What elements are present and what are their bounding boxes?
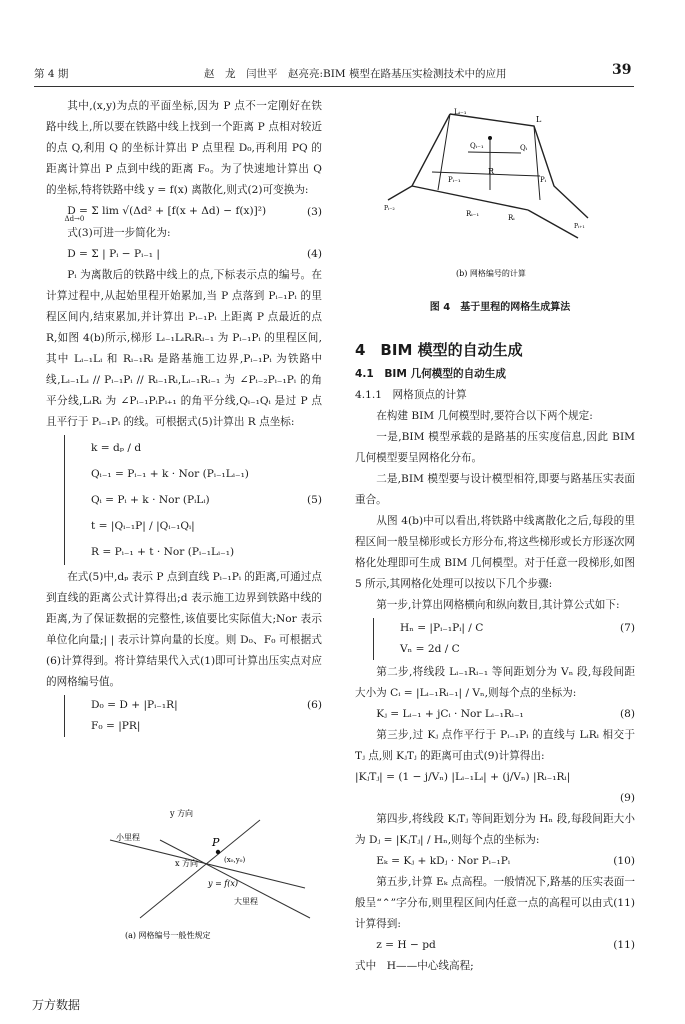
equation-4-body: D = Σ | Pᵢ − Pᵢ₋₁ |	[67, 248, 160, 260]
figure-4a	[100, 800, 320, 940]
equation-4-number: (4)	[306, 248, 322, 260]
label-P-prev: Pᵢ₋₁	[448, 176, 461, 184]
section-4-heading: 4 BIM 模型的自动生成	[355, 341, 523, 359]
centerline-next-segment	[528, 210, 578, 238]
fig-a-y-direction: y 方向	[170, 809, 194, 818]
equation-5-row: k = dₚ / d	[91, 442, 142, 454]
equation-3-body: D = Σ lim √(Δd² + [f(x + Δd) − f(x)]²)	[67, 205, 267, 217]
equation-10-body: Eₖ = Kⱼ + kDⱼ · Nor Pᵢ₋₁Pᵢ	[376, 855, 510, 867]
section-4-1-1-heading: 4.1.1 网格顶点的计算	[355, 389, 467, 401]
fig-a-point-p: P	[212, 836, 220, 849]
fig-a-caption: (a) 网格编号一般性规定	[125, 931, 211, 940]
right-paragraph-8: 第四步,将线段 KⱼTⱼ 等间距划分为 Hₙ 段,每段间距大小为 Dⱼ = |KⱼTⱼ| / Hₙ,则每个点的坐标为:	[355, 813, 635, 846]
right-paragraph-6: 第二步,将线段 Lᵢ₋₁Rᵢ₋₁ 等间距划分为 Vₙ 段,每段间距大小为 Cᵢ = |Lᵢ₋₁Rᵢ₋₁| / Vₙ,则每个点的坐标为:	[355, 666, 635, 699]
equation-10	[355, 851, 635, 872]
right-column	[355, 336, 635, 977]
fig-a-large-mileage: 大里程	[234, 897, 258, 906]
equation-9-body: |KⱼTⱼ| = (1 − j/Vₙ) |Lᵢ₋₁Lᵢ| + (j/Vₙ) |Rᵢ₋₁Rᵢ|	[355, 771, 571, 783]
issue-number: 第 4 期	[34, 68, 69, 80]
equation-6-row: F₀ = |PR|	[91, 720, 141, 732]
top-boundary-line	[450, 114, 588, 218]
equation-6-row: D₀ = D + |Pᵢ₋₁R|	[91, 699, 178, 711]
header-rule	[34, 86, 634, 87]
left-paragraph-3: Pᵢ 为离散后的铁路中线上的点,下标表示点的编号。在计算过程中,从起始里程开始累加,当 P 点落到 Pᵢ₋₁Pᵢ 的里程区间内,结束累加,并计算出 Pᵢ₋₁Pᵢ 上距离 P 点最近的点 R,如图 4(b)所示,梯形 Lᵢ₋₁LᵢRᵢRᵢ₋₁ 为 Pᵢ₋₁Pᵢ 的里程区间,其中 Lᵢ₋₁Lᵢ 和 Rᵢ₋₁Rᵢ 是路基施工边界,Pᵢ₋₁Pᵢ 为铁路中线,Lᵢ₋₁Lᵢ // Pᵢ₋₁Pᵢ // Rᵢ₋₁Rᵢ,Lᵢ₋₁Rᵢ₋₁ 为 ∠Pᵢ₋₂Pᵢ₋₁Pᵢ 的角平分线,LᵢRᵢ 为 ∠Pᵢ₋₁PᵢPᵢ₊₁ 的角平分线,Qᵢ₋₁Qᵢ 是过 P 点且平行于 Pᵢ₋₁Pᵢ 的线。可根据式(5)计算出 R 点坐标:	[46, 269, 322, 428]
equation-7-row: Hₙ = |Pᵢ₋₁Pᵢ| / C	[400, 622, 484, 634]
fig-b-caption: (b) 网格编号的计算	[456, 269, 526, 278]
point-marker	[488, 136, 492, 140]
label-R-prev: Rᵢ₋₁	[466, 210, 480, 218]
equation-11-number: (11)	[613, 939, 635, 951]
fig-a-small-mileage: 小里程	[116, 833, 140, 842]
figure-4-caption: 图 4 基于里程的网格生成算法	[429, 302, 571, 313]
equation-3	[46, 201, 322, 223]
q-line	[468, 152, 521, 153]
equation-9-number: (9)	[619, 792, 635, 804]
equation-5-row: t = |Qᵢ₋₁P| / |Qᵢ₋₁Qᵢ|	[91, 520, 195, 532]
equation-6	[64, 695, 322, 737]
label-L-prev: Lᵢ₋₁	[454, 108, 467, 116]
right-paragraph-5: 第一步,计算出网格横向和纵向数目,其计算公式如下:	[376, 599, 620, 611]
right-paragraph-1: 在构建 BIM 几何模型时,要符合以下两个规定:	[376, 410, 593, 422]
equation-5	[64, 435, 322, 565]
figure-4b	[378, 100, 614, 285]
running-title: 赵 龙 闫世平 赵亮亮:BIM 模型在路基压实检测技术中的应用	[204, 68, 507, 80]
left-paragraph-1: 其中,(x,y)为点的平面坐标,因为 P 点不一定刚好在铁路中线上,所以要在铁路中线上找到一个距离 P 点相对较近的点 Q,利用 Q 的坐标计算出 P 点里程 D₀,再利用 PQ 的距离计算出 P 点到中线的距离 F₀。为了快速地计算出 Q 的坐标,特将铁路中线 y = f(x) 离散化,则式(2)可变换为:	[46, 100, 322, 196]
label-P: Pᵢ	[540, 176, 547, 184]
centerline-segment	[412, 186, 528, 210]
page-number: 39	[612, 62, 632, 78]
equation-5-row: R = Pᵢ₋₁ + t · Nor (Pᵢ₋₁Lᵢ₋₁)	[91, 546, 235, 558]
equation-5-number: (5)	[306, 494, 322, 506]
equation-11-body: z = H − pd	[376, 939, 436, 951]
equation-10-number: (10)	[613, 855, 635, 867]
equation-3-number: (3)	[306, 205, 322, 218]
section-4-1-heading: 4.1 BIM 几何模型的自动生成	[355, 368, 506, 380]
left-paragraph-4: 在式(5)中,dₚ 表示 P 点到直线 Pᵢ₋₁Pᵢ 的距离,可通过点到直线的距离公式计算得出;d 表示施工边界到铁路中线的距离,为了保证数据的完整性,该值要比实际值大;Nor 表示单位化向量;| | 表示计算向量的长度。则 D₀、F₀ 可根据式(6)计算得到。将计算结果代入式(1)即可计算出压实点对应的网格编号值。	[46, 571, 322, 688]
label-Q-prev: Qᵢ₋₁	[470, 142, 484, 150]
equation-4	[46, 244, 322, 265]
equation-8	[355, 704, 635, 725]
equation-7	[373, 618, 635, 660]
right-paragraph-7: 第三步,过 Kⱼ 点作平行于 Pᵢ₋₁Pᵢ 的直线与 LᵢRᵢ 相交于 Tⱼ 点,则 KⱼTⱼ 的距离可由式(9)计算得出:	[355, 729, 635, 762]
right-paragraph-9: 第五步,计算 Eₖ 点高程。一般情况下,路基的压实表面一般呈“⌃”字分布,则里程区间内任意一点的高程可以由式(11)计算得到:	[355, 876, 635, 930]
label-L: L	[536, 115, 542, 124]
left-paragraph-2: 式(3)可进一步简化为:	[67, 227, 171, 239]
left-column	[46, 96, 322, 739]
equation-9	[355, 767, 635, 788]
equation-11	[355, 935, 635, 956]
label-Q: Qᵢ	[520, 144, 528, 152]
fig-a-coordinates: (x₀,y₀)	[224, 856, 246, 864]
equation-5-row: Qᵢ = Pᵢ + k · Nor (PᵢLᵢ)	[91, 494, 210, 506]
right-paragraph-4: 从图 4(b)中可以看出,将铁路中线离散化之后,每段的里程区间一般呈梯形或长方形分布,将这些梯形或长方形逐次网格化处理即可生成 BIM 几何模型。对于任意一段梯形,如图 5 所示,其网格化处理可以按以下几个步骤:	[355, 515, 635, 590]
equation-5-row: Qᵢ₋₁ = Pᵢ₋₁ + k · Nor (Pᵢ₋₁Lᵢ₋₁)	[91, 468, 249, 480]
label-R-i: Rᵢ	[508, 214, 515, 222]
right-paragraph-10: 式中 H——中心线高程;	[355, 960, 474, 972]
point-p-marker	[216, 850, 220, 854]
footer-source: 万方数据	[32, 998, 81, 1012]
label-R: R	[488, 167, 495, 176]
label-P-next: Pᵢ₊₁	[574, 223, 585, 230]
right-paragraph-2: 一是,BIM 模型承载的是路基的压实度信息,因此 BIM 几何模型要呈网格化分布。	[355, 431, 635, 464]
equation-3-limit: Δd→0	[64, 215, 85, 223]
equation-8-number: (8)	[619, 708, 635, 720]
equation-6-number: (6)	[306, 699, 322, 711]
equation-8-body: Kⱼ = Lᵢ₋₁ + jCᵢ · Nor Lᵢ₋₁Rᵢ₋₁	[376, 708, 524, 720]
right-paragraph-3: 二是,BIM 模型要与设计模型相符,即要与路基压实表面重合。	[355, 473, 635, 506]
label-P-prev2: Pᵢ₋₂	[384, 205, 395, 212]
equation-7-number: (7)	[619, 622, 635, 634]
fig-a-curve-label: y = f(x)	[208, 879, 239, 888]
fig-a-x-direction: x 方向	[175, 859, 199, 868]
equation-7-row: Vₙ = 2d / C	[400, 643, 460, 655]
